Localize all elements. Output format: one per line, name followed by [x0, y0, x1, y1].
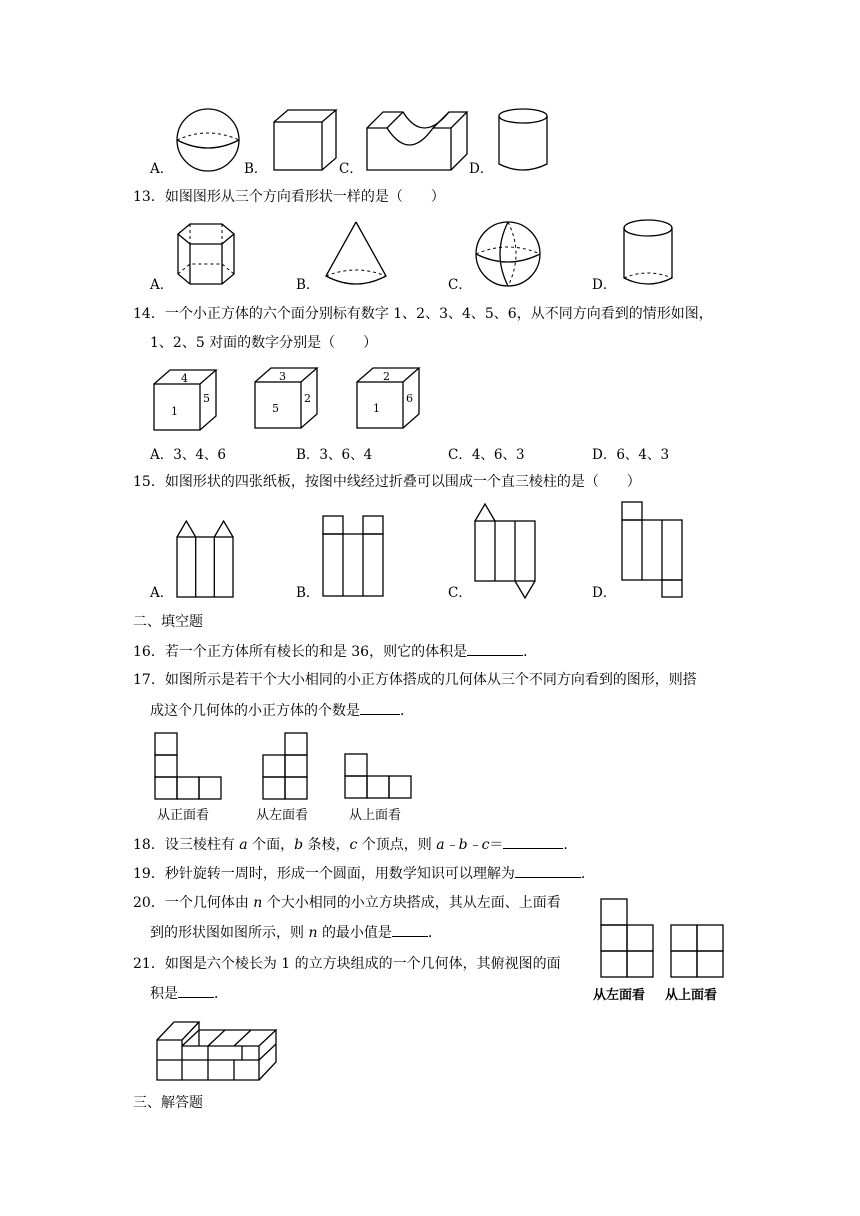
q13-option-b: B．	[296, 277, 320, 293]
q19-line	[133, 863, 595, 884]
q16-end: ．	[523, 644, 538, 660]
q15-option-c: C．	[448, 585, 472, 601]
q15-option-b: B．	[296, 585, 320, 601]
q20-line2	[150, 922, 442, 943]
q18-var-a: a	[239, 837, 248, 853]
labeled-cube-2	[253, 366, 323, 430]
q21-answer-blank[interactable]	[178, 983, 214, 998]
cube2-right-number: 2	[304, 392, 311, 405]
cube3-top-number: 2	[383, 370, 390, 383]
q17-front-view	[154, 732, 224, 802]
labeled-cube-3	[355, 366, 425, 430]
q12-option-d: D．	[469, 161, 494, 177]
q17-top-view-label: 从上面看	[349, 808, 402, 823]
q17-left-view-label: 从左面看	[256, 808, 309, 823]
sphere-meridians-figure	[474, 220, 544, 290]
cube1-top-number: 4	[181, 372, 188, 385]
q13-text: 13．如图图形从三个方向看形状一样的是（ ）	[133, 189, 445, 205]
q21-line1: 21．如图是六个棱长为 1 的立方块组成的一个几何体，其俯视图的面	[133, 956, 561, 972]
net-c-figure	[474, 502, 538, 602]
sphere-figure	[176, 108, 246, 172]
q14-line2: 1、2、5 对面的数字分别是（ ）	[150, 335, 378, 351]
q20-left-view	[600, 898, 660, 980]
q20-var-n2: n	[308, 925, 318, 941]
cube-figure	[272, 108, 342, 172]
q17-top-view	[344, 753, 414, 803]
q15-text: 15．如图形状的四张纸板，按图中线经过折叠可以围成一个直三棱柱的是（ ）	[133, 474, 641, 490]
cylinder-figure-2	[622, 218, 682, 288]
q13-option-c: C．	[448, 277, 472, 293]
q16-answer-blank[interactable]	[467, 641, 523, 656]
q21-cube-stack-figure	[156, 1016, 280, 1084]
q18-t3: 个顶点，则	[361, 837, 432, 853]
q18-var-b: b	[294, 837, 304, 853]
q20-left-view-label: 从左面看	[593, 988, 646, 1003]
q20-top-view	[670, 924, 730, 980]
q21-text: 积是	[150, 986, 178, 1002]
q21-end: ．	[214, 986, 228, 1002]
q14-line1: 14．一个小正方体的六个面分别标有数字 1、2、3、4、5、6，从不同方向看到的情形如图，	[133, 306, 713, 322]
q18-expression: a﹣b﹣c	[436, 837, 490, 853]
cube3-right-number: 6	[406, 392, 413, 405]
q17-text: 成这个几何体的小正方体的个数是	[150, 703, 360, 719]
q16-line	[133, 641, 537, 662]
q18-t2: 条棱，	[307, 837, 350, 853]
cube2-top-number: 3	[279, 370, 286, 383]
q20-post: 个大小相同的小立方块搭成，其从左面、上面看	[266, 895, 561, 911]
net-a-figure	[176, 518, 236, 600]
hexagonal-prism-figure	[176, 218, 248, 288]
q12-option-b: B．	[244, 161, 268, 177]
q21-line2	[150, 983, 228, 1004]
q17-front-view-label: 从正面看	[157, 808, 210, 823]
q20-line2-pre: 到的形状图如图所示，则	[150, 925, 304, 941]
q18-t1: 个面，	[252, 837, 295, 853]
q14-option-b: B．3、6、4	[296, 447, 373, 463]
cube1-front-number: 1	[171, 405, 178, 418]
q14-option-a: A．3、4、6	[150, 447, 227, 463]
q18-pre: 18．设三棱柱有	[133, 837, 235, 853]
section-heading-fill-in: 二、填空题	[133, 614, 203, 630]
net-b-figure	[322, 515, 386, 599]
q17-answer-blank[interactable]	[360, 700, 400, 715]
q14-option-d: D．6、4、3	[592, 447, 670, 463]
q20-end: ．	[427, 925, 442, 941]
q17-end: ．	[400, 703, 414, 719]
q17-left-view	[262, 732, 312, 802]
cube3-front-number: 1	[373, 402, 380, 415]
q15-option-d: D．	[592, 585, 617, 601]
q20-line1	[133, 893, 561, 913]
q20-var-n: n	[253, 895, 263, 911]
q20-line2-post: 的最小值是	[321, 925, 392, 941]
q17-line1: 17．如图所示是若干个大小相同的小正方体搭成的几何体从三个不同方向看到的图形，则搭	[133, 672, 697, 688]
q18-end: ．	[563, 837, 578, 853]
q19-answer-blank[interactable]	[515, 863, 581, 878]
q12-option-a: A．	[150, 161, 174, 177]
cube1-right-number: 5	[203, 392, 210, 405]
q13-option-d: D．	[592, 277, 617, 293]
q15-option-a: A．	[150, 585, 174, 601]
q18-equals: ＝	[489, 837, 504, 853]
q20-pre: 20．一个几何体由	[133, 895, 249, 911]
q17-line2	[150, 700, 414, 721]
cone-figure	[324, 220, 394, 290]
net-d-figure	[621, 501, 685, 601]
q19-end: ．	[580, 866, 595, 882]
q20-answer-blank[interactable]	[392, 922, 428, 937]
q14-option-c: C．4、6、3	[448, 447, 525, 463]
q18-var-c: c	[349, 837, 358, 853]
q13-option-a: A．	[150, 277, 174, 293]
section-heading-answer: 三、解答题	[133, 1095, 203, 1111]
q16-text: 16．若一个正方体所有棱长的和是 36，则它的体积是	[133, 644, 468, 660]
cylinder-figure	[497, 108, 557, 172]
q19-text: 19．秒针旋转一周时，形成一个圆面，用数学知识可以理解为	[133, 866, 515, 882]
q18-answer-blank[interactable]	[503, 834, 563, 849]
cube2-front-number: 5	[272, 402, 279, 415]
carved-block-figure	[365, 106, 470, 172]
q18-line	[133, 834, 577, 855]
q12-option-c: C．	[339, 161, 363, 177]
q20-top-view-label: 从上面看	[665, 988, 718, 1003]
